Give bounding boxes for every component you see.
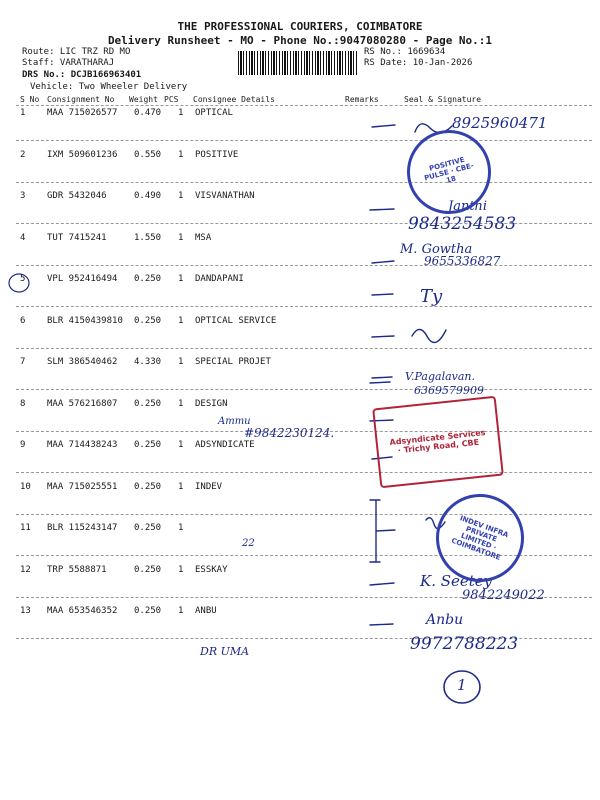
cell-weight: 0.250 <box>134 606 162 616</box>
cell-consignee: MSA <box>195 232 212 243</box>
col-sno: S No <box>20 95 40 104</box>
cell-pcs: 1 <box>178 606 184 616</box>
indev-stamp: INDEV INFRA PRIVATE LIMITED · COIMBATORE <box>424 482 537 595</box>
company-title: THE PROFESSIONAL COURIERS, COIMBATORE <box>177 20 423 33</box>
remark-dash <box>372 261 394 263</box>
cell-consignment: IXM 509601236 <box>47 149 118 160</box>
cell-sno: 10 <box>20 481 31 492</box>
vehicle-label: Vehicle: Two Wheeler Delivery <box>30 82 188 92</box>
cell-weight: 0.250 <box>134 315 162 326</box>
cell-weight: 0.250 <box>134 274 162 284</box>
cell-sno: 5 <box>20 274 26 284</box>
remark-dash <box>372 125 395 127</box>
cell-pcs: 1 <box>178 564 184 575</box>
col-consignee: Consignee Details <box>193 95 275 104</box>
remark-dash <box>372 294 393 295</box>
cell-pcs: 1 <box>178 315 184 326</box>
signature-row7-name: V.Pagalavan. <box>405 370 476 383</box>
remark-dash <box>370 377 392 383</box>
cell-sno: 7 <box>20 357 26 367</box>
cell-weight: 4.330 <box>134 357 162 367</box>
signature-row5: Ty <box>420 286 443 307</box>
cell-weight: 0.250 <box>134 440 162 450</box>
cell-sno: 4 <box>20 232 26 243</box>
cell-consignment: MAA 576216807 <box>47 398 118 409</box>
col-seal-signature: Seal & Signature <box>404 95 482 104</box>
cell-consignee: ADSYNDICATE <box>195 440 255 450</box>
cell-consignee: DANDAPANI <box>195 274 244 284</box>
cell-consignment: GDR 5432046 <box>47 191 107 201</box>
cell-consignment: SLM 386540462 <box>47 357 118 367</box>
cell-consignment: TUT 7415241 <box>47 232 107 243</box>
cell-sno: 6 <box>20 315 26 326</box>
signature-row3-phone: 9843254583 <box>408 214 517 234</box>
cell-consignment: MAA 714438243 <box>47 440 118 450</box>
circled-number: 1 <box>457 676 467 694</box>
signature-scribble <box>412 329 446 342</box>
signature-row7-phone: 6369579909 <box>414 384 484 397</box>
row8-note-phone: #9842230124. <box>244 426 335 440</box>
cell-sno: 3 <box>20 191 26 201</box>
cell-consignee: INDEV <box>195 481 223 492</box>
cell-pcs: 1 <box>178 440 184 450</box>
cell-weight: 1.550 <box>134 232 162 243</box>
cell-weight: 0.250 <box>134 398 162 409</box>
signature-row3-name: Janthi <box>448 199 488 214</box>
cell-weight: 0.250 <box>134 523 162 533</box>
remark-dash <box>372 336 394 337</box>
drs-number: DRS No.: DCJB166963401 <box>22 70 142 80</box>
row11-mark: 22 <box>242 538 255 549</box>
cell-sno: 11 <box>20 523 31 533</box>
remark-dash <box>370 583 394 585</box>
cell-consignee: ANBU <box>195 606 217 616</box>
cell-consignment: MAA 715025551 <box>47 481 118 492</box>
signature-row13-name: Anbu <box>426 612 464 628</box>
signature-row12-name: K. Seetey <box>420 572 493 590</box>
remark-dash <box>370 624 393 625</box>
cell-pcs: 1 <box>178 191 184 201</box>
runsheet-subtitle: Delivery Runsheet - MO - Phone No.:9047080280 - Page No.:1 <box>107 34 493 47</box>
cell-consignment: BLR 115243147 <box>47 523 118 533</box>
cell-consignment: TRP 5588871 <box>47 564 107 575</box>
signature-row4-phone: 9655336827 <box>424 254 501 268</box>
cell-weight: 0.250 <box>134 481 162 492</box>
col-consignment: Consignment No <box>47 95 115 104</box>
adsyndicate-stamp: Adsyndicate Services · Trichy Road, CBE <box>372 396 504 489</box>
cell-consignee: ESSKAY <box>195 564 228 575</box>
cell-consignment: MAA 715026577 <box>47 108 118 118</box>
cell-pcs: 1 <box>178 274 184 284</box>
cell-weight: 0.250 <box>134 564 162 575</box>
cell-consignee: DESIGN <box>195 398 228 409</box>
signature-row4-name: M. Gowtha <box>400 242 473 257</box>
row5-circle-mark <box>9 274 29 292</box>
cell-consignee: OPTICAL SERVICE <box>195 315 277 326</box>
cell-pcs: 1 <box>178 149 184 160</box>
cell-sno: 8 <box>20 398 26 409</box>
cell-pcs: 1 <box>178 481 184 492</box>
cell-weight: 0.470 <box>134 108 162 118</box>
route-label: Route: LIC TRZ RD MO <box>22 47 131 57</box>
cell-sno: 2 <box>20 149 26 160</box>
cell-consignee: POSITIVE <box>195 149 239 160</box>
cell-pcs: 1 <box>178 523 184 533</box>
remark-bracket <box>370 500 395 562</box>
cell-pcs: 1 <box>178 232 184 243</box>
col-weight: Weight <box>129 95 158 104</box>
cell-weight: 0.490 <box>134 191 162 201</box>
cell-sno: 9 <box>20 440 26 450</box>
signature-row13-phone: 9972788223 <box>410 634 519 654</box>
signature-row12-phone: 9842249022 <box>462 588 545 603</box>
rs-number: RS No.: 1669634 <box>364 47 446 57</box>
col-pcs: PCS <box>164 95 179 104</box>
cell-sno: 13 <box>20 606 31 616</box>
cell-weight: 0.550 <box>134 149 162 160</box>
rs-date: RS Date: 10-Jan-2026 <box>364 58 473 68</box>
signature-row1: 8925960471 <box>452 114 548 132</box>
cell-sno: 1 <box>20 108 26 118</box>
remark-dash <box>370 209 394 210</box>
cell-consignee: VISVANATHAN <box>195 191 255 201</box>
col-remarks: Remarks <box>345 95 379 104</box>
cell-pcs: 1 <box>178 108 184 118</box>
cell-consignment: VPL 952416494 <box>47 274 118 284</box>
cell-consignment: BLR 4150439810 <box>47 315 123 326</box>
cell-pcs: 1 <box>178 398 184 409</box>
cell-consignee: OPTICAL <box>195 108 233 118</box>
cell-sno: 12 <box>20 564 31 575</box>
cell-consignee: SPECIAL PROJET <box>195 357 271 367</box>
staff-label: Staff: VARATHARAJ <box>22 58 115 68</box>
row13-note: DR UMA <box>200 645 250 658</box>
row8-note-name: Ammu <box>218 416 251 427</box>
cell-pcs: 1 <box>178 357 184 367</box>
positive-pulse-stamp: POSITIVE PULSE · CBE-18 <box>398 121 501 224</box>
cell-consignment: MAA 653546352 <box>47 606 118 616</box>
